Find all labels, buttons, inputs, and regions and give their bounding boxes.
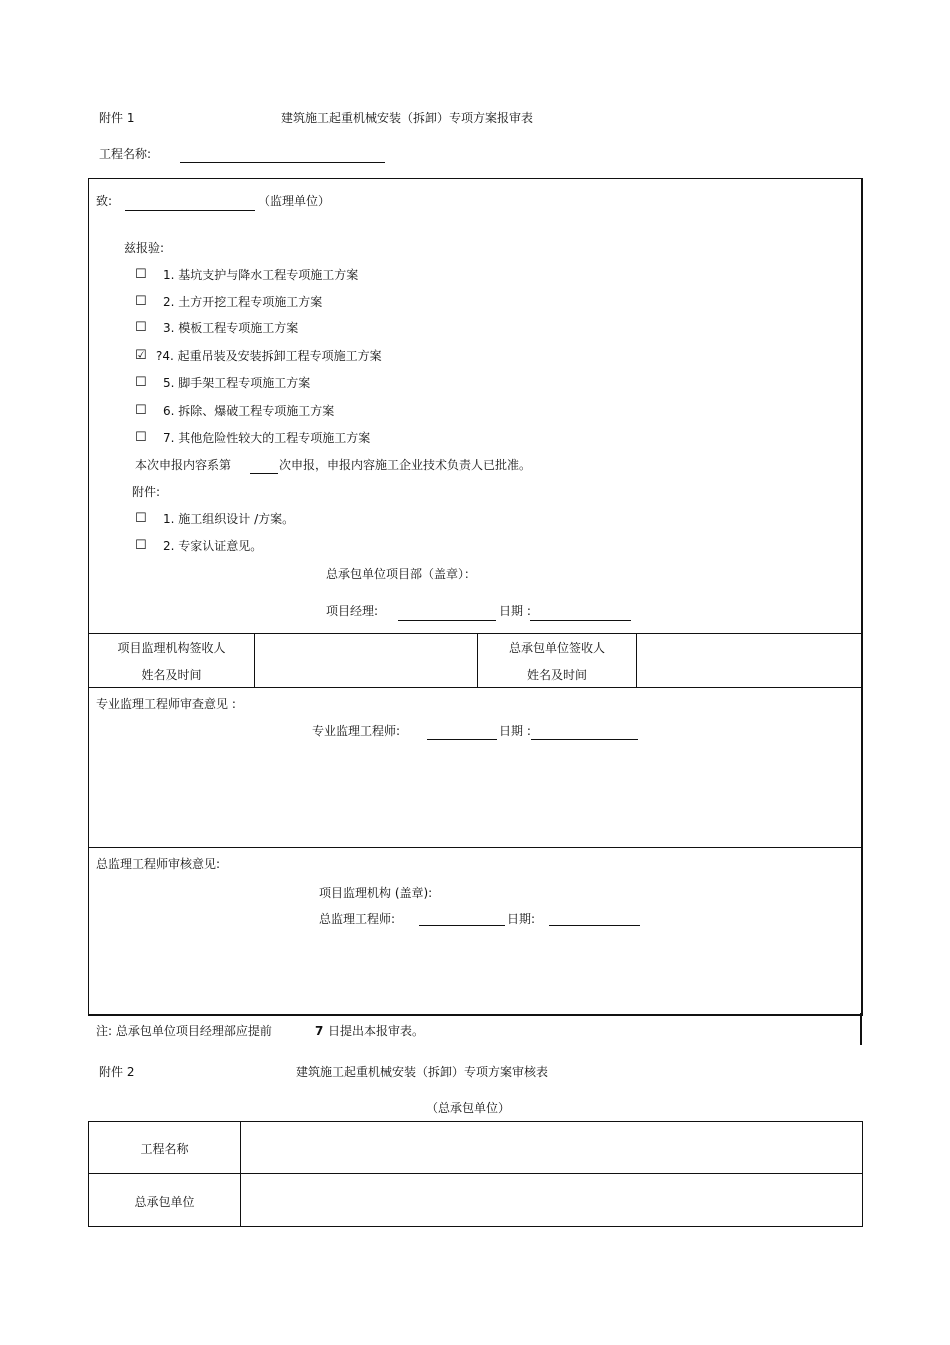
checkbox-item-5[interactable]: ☐ xyxy=(135,375,147,390)
checkbox-item-4[interactable]: ☑ xyxy=(135,348,147,363)
supervision-receiver-label: 项目监理机构签收人 xyxy=(117,641,226,655)
date-label: 日期 : xyxy=(499,604,531,618)
frame-tail-line xyxy=(860,1013,862,1045)
contractor-receiver-label: 总承包单位签收人 xyxy=(508,641,605,655)
project-name-field[interactable] xyxy=(180,162,385,163)
contractor-dept-label: 总承包单位项目部（盖章）： xyxy=(326,567,477,581)
submit-label: 兹报验: xyxy=(124,241,165,255)
checklist-item-3: 3. 模板工程专项施工方案 xyxy=(163,321,299,335)
annex-1-label: 附件 1 xyxy=(99,111,135,125)
chief-date-field[interactable] xyxy=(549,925,640,926)
form1-title: 建筑施工起重机械安装（拆卸）专项方案报审表 xyxy=(281,111,534,125)
note-suffix: 日提出本报审表。 xyxy=(328,1024,425,1038)
checkbox-item-1[interactable]: ☐ xyxy=(135,267,147,282)
checkbox-attachment-2[interactable]: ☐ xyxy=(135,538,147,553)
project-name-label: 工程名称: xyxy=(99,147,152,161)
declare-suffix: 次申报，申报内容施工企业技术负责人已批准。 xyxy=(279,458,532,472)
chief-date-label: 日期: xyxy=(507,912,536,926)
specialist-opinion-label: 专业监理工程师审查意见 : xyxy=(96,697,236,711)
contractor-receiver-sublabel: 姓名及时间 xyxy=(526,668,587,682)
checkbox-item-3[interactable]: ☐ xyxy=(135,320,147,335)
form2-project-name-label: 工程名称 xyxy=(140,1142,189,1156)
checkbox-item-7[interactable]: ☐ xyxy=(135,430,147,445)
chief-opinion-label: 总监理工程师审核意见: xyxy=(96,857,221,871)
supervision-unit-label: （监理单位） xyxy=(258,194,331,208)
supervision-receiver-sublabel: 姓名及时间 xyxy=(141,668,202,682)
attachment-label: 附件: xyxy=(132,485,161,499)
to-label: 致: xyxy=(96,194,113,208)
note-days: 7 xyxy=(315,1024,324,1038)
project-manager-label: 项目经理: xyxy=(326,604,379,618)
checklist-item-2: 2. 土方开挖工程专项施工方案 xyxy=(163,295,323,309)
form2-project-name-field[interactable] xyxy=(241,1122,860,1172)
specialist-date-label: 日期 : xyxy=(499,724,531,738)
form2-subtitle: （总承包单位） xyxy=(426,1101,511,1115)
supervision-unit-field[interactable] xyxy=(125,210,255,211)
specialist-date-field[interactable] xyxy=(531,739,638,740)
specialist-engineer-field[interactable] xyxy=(427,739,497,740)
form2-contractor-label: 总承包单位 xyxy=(134,1195,195,1209)
supervision-receiver-field[interactable] xyxy=(255,634,476,686)
attachment-item-2: 2. 专家认证意见。 xyxy=(163,539,263,553)
chief-engineer-field[interactable] xyxy=(419,925,505,926)
form2-title: 建筑施工起重机械安装（拆卸）专项方案审核表 xyxy=(296,1065,549,1079)
checkbox-attachment-1[interactable]: ☐ xyxy=(135,511,147,526)
chief-engineer-label: 总监理工程师: xyxy=(319,912,396,926)
note-prefix: 注: 总承包单位项目经理部应提前 xyxy=(96,1024,272,1038)
supervision-org-label: 项目监理机构 (盖章): xyxy=(319,886,433,900)
divider xyxy=(88,847,862,848)
declare-prefix: 本次申报内容系第 xyxy=(135,458,232,472)
checklist-item-5: 5. 脚手架工程专项施工方案 xyxy=(163,376,311,390)
specialist-engineer-label: 专业监理工程师: xyxy=(312,724,401,738)
divider xyxy=(88,687,862,688)
checklist-item-4: ?4. 起重吊装及安装拆卸工程专项施工方案 xyxy=(156,349,382,363)
checklist-item-7: 7. 其他危险性较大的工程专项施工方案 xyxy=(163,431,371,445)
attachment-item-1: 1. 施工组织设计 /方案。 xyxy=(163,512,295,526)
checklist-item-6: 6. 拆除、爆破工程专项施工方案 xyxy=(163,404,335,418)
annex-2-label: 附件 2 xyxy=(99,1065,135,1079)
manager-date-field[interactable] xyxy=(530,620,631,621)
form2-contractor-field[interactable] xyxy=(241,1174,860,1225)
contractor-receiver-field[interactable] xyxy=(637,634,859,686)
project-manager-field[interactable] xyxy=(398,620,496,621)
submission-count-field[interactable] xyxy=(250,473,278,474)
checkbox-item-6[interactable]: ☐ xyxy=(135,403,147,418)
checklist-item-1: 1. 基坑支护与降水工程专项施工方案 xyxy=(163,268,359,282)
checkbox-item-2[interactable]: ☐ xyxy=(135,294,147,309)
